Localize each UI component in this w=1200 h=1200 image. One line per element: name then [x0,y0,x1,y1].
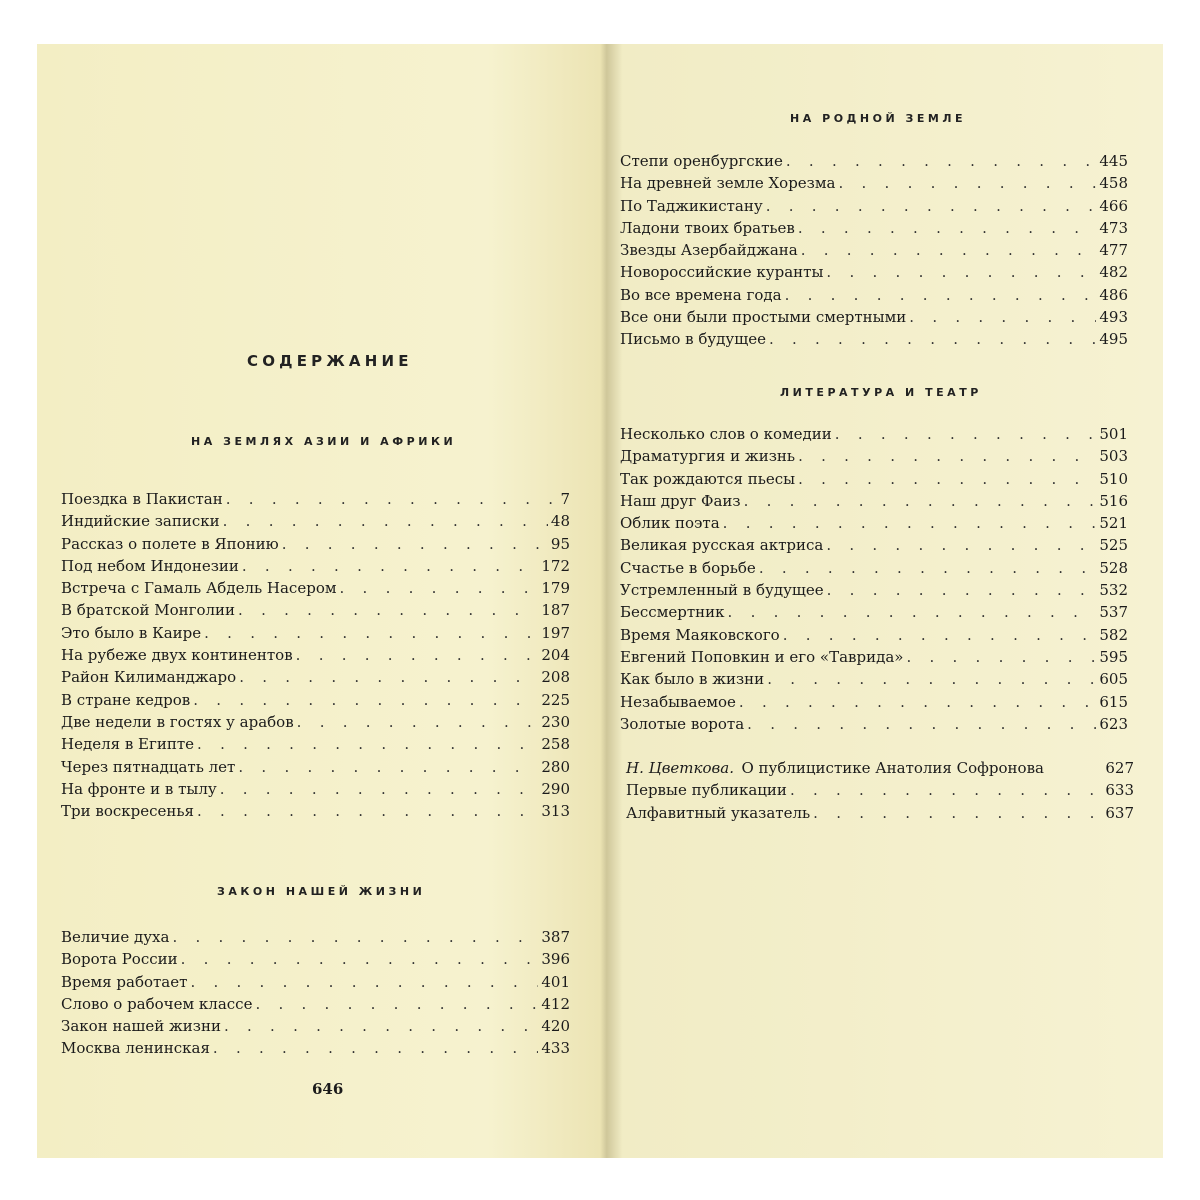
toc-entry [626,779,1134,801]
toc-entry [620,624,1128,646]
toc-entry-title: Во все времена года [620,285,782,304]
toc-entry [61,993,570,1015]
toc-entry-page-number: 486 [1099,285,1128,304]
toc-entry-title: Звезды Азербайджана [620,241,798,260]
toc-entry-leader-dots [790,779,1102,801]
toc-entry-leader-dots [223,510,548,532]
toc-entry-page-number: 510 [1099,469,1128,488]
toc-entry [626,757,1134,779]
toc-entry-title: Слово о рабочем классе [61,994,253,1013]
toc-entry-leader-dots [193,689,538,711]
toc-entry-title: На рубеже двух континентов [61,646,293,665]
toc-entry [620,195,1128,217]
toc-entry-page-number: 313 [541,802,570,821]
section-heading-literature-theatre: ЛИТЕРАТУРА И ТЕАТР [780,386,982,399]
toc-entry [61,599,570,621]
toc-entry-page-number: 582 [1099,625,1128,644]
toc-entry-leader-dots [767,668,1096,690]
right-page [610,44,1163,1158]
contents-title: СОДЕРЖАНИЕ [247,352,413,370]
toc-list-appendix [626,757,1134,824]
toc-entry [61,533,570,555]
toc-entry-page-number: 595 [1099,647,1128,666]
toc-entry-leader-dots [909,306,1096,328]
toc-entry-page-number: 204 [541,646,570,665]
toc-entry-leader-dots [297,711,539,733]
toc-entry [620,423,1128,445]
toc-entry [61,778,570,800]
toc-entry-title: Евгений Поповкин и его «Таврида» [620,647,904,666]
toc-entry [61,689,570,711]
toc-entry-title: Это было в Каире [61,623,202,642]
toc-entry [620,468,1128,490]
toc-entry-title: Индийские записки [61,512,220,531]
toc-entry-page-number: 280 [541,757,570,776]
toc-entry-leader-dots [906,646,1096,668]
toc-entry-leader-dots [181,948,539,970]
toc-entry-leader-dots [798,445,1096,467]
toc-entry [61,733,570,755]
toc-entry-leader-dots [242,555,538,577]
toc-entry [61,926,570,948]
toc-entry-leader-dots [838,172,1096,194]
toc-entry-title: Счастье в борьбе [620,558,756,577]
toc-entry-page-number: 172 [541,556,570,575]
toc-entry-page-number: 503 [1099,447,1128,466]
toc-entry-title: Устремленный в будущее [620,581,824,600]
toc-entry-leader-dots [224,1015,538,1037]
toc-entry [620,217,1128,239]
toc-entry-title: Наш друг Фаиз [620,491,741,510]
toc-entry-title: Ладони твоих братьев [620,218,795,237]
toc-entry-leader-dots [296,644,539,666]
toc-entry-leader-dots [827,579,1097,601]
toc-entry [61,948,570,970]
toc-entry-page-number: 258 [541,735,570,754]
toc-entry [61,800,570,822]
toc-entry-leader-dots [190,971,538,993]
toc-entry-leader-dots [197,733,538,755]
toc-entry-page-number: 495 [1099,330,1128,349]
toc-entry-leader-dots [798,468,1096,490]
toc-entry-leader-dots [759,557,1097,579]
toc-entry [620,284,1128,306]
toc-entry-title: Москва ленинская [61,1039,210,1058]
toc-entry-title: О публицистике Анатолия Софронова [741,759,1044,777]
toc-entry [620,691,1128,713]
toc-entry-page-number: 623 [1099,714,1128,733]
toc-entry-title: На фронте и в тылу [61,779,217,798]
left-page [37,44,602,1158]
toc-entry-page-number: 7 [560,490,570,508]
toc-entry-title: Величие духа [61,928,170,946]
toc-entry-title: Письмо в будущее [620,330,766,349]
toc-entry-title: Две недели в гостях у арабов [61,712,294,731]
toc-entry [620,534,1128,556]
toc-entry [61,622,570,644]
toc-entry-leader-dots [786,150,1096,172]
toc-entry-page-number: 225 [541,690,570,709]
toc-entry [61,644,570,666]
toc-entry-page-number: 637 [1105,803,1134,822]
toc-entry-leader-dots [813,802,1102,824]
toc-entry-page-number: 290 [541,779,570,798]
toc-entry-page-number: 605 [1099,670,1128,689]
toc-entry [620,668,1128,690]
toc-entry-page-number: 627 [1105,759,1134,777]
toc-entry-leader-dots [204,622,538,644]
toc-list-literature-theatre [620,423,1128,735]
toc-entry-leader-dots [255,993,538,1015]
toc-entry-leader-dots [723,512,1097,534]
toc-list-law-of-life [61,926,570,1060]
toc-entry-title: Рассказ о полете в Японию [61,534,279,553]
toc-entry-leader-dots [213,1037,538,1059]
toc-entry-title: Через пятнадцать лет [61,757,236,776]
toc-entry-title: Так рождаются пьесы [620,469,796,488]
toc-entry [620,512,1128,534]
toc-entry-leader-dots [798,217,1097,239]
toc-entry [61,555,570,577]
toc-entry-page-number: 501 [1099,425,1128,443]
toc-entry-leader-dots [172,926,538,948]
toc-entry-leader-dots [197,800,538,822]
toc-entry-page-number: 466 [1099,196,1128,215]
toc-entry-title: В братской Монголии [61,601,236,620]
toc-entry [61,711,570,733]
toc-entry [626,802,1134,824]
toc-entry-leader-dots [783,624,1097,646]
toc-entry-page-number: 187 [541,601,570,620]
toc-entry-leader-dots [744,490,1097,512]
toc-entry-page-number: 433 [541,1039,570,1058]
toc-entry-title: По Таджикистану [620,196,763,215]
toc-entry-title: На древней земле Хорезма [620,174,836,193]
toc-entry [620,445,1128,467]
toc-entry-title: Три воскресенья [61,802,195,821]
toc-entry-page-number: 412 [541,994,570,1013]
toc-entry-leader-dots [766,195,1097,217]
toc-entry-page-number: 532 [1099,581,1128,600]
toc-entry-title: Закон нашей жизни [61,1017,221,1036]
toc-entry-leader-dots [238,599,538,621]
toc-entry-leader-dots [769,328,1096,350]
toc-entry-title: Великая русская актриса [620,536,824,555]
toc-entry-leader-dots [226,488,558,510]
toc-entry-title: Алфавитный указатель [626,803,811,822]
toc-entry-title: Драматургия и жизнь [620,447,796,466]
toc-entry [61,666,570,688]
toc-entry [620,646,1128,668]
toc-entry-title: В стране кедров [61,690,191,709]
toc-list-native-land [620,150,1128,351]
toc-entry [620,601,1128,623]
toc-entry-page-number: 179 [541,579,570,598]
toc-entry-leader-dots [282,533,548,555]
toc-entry-page-number: 493 [1099,308,1128,327]
toc-entry [620,150,1128,172]
toc-entry-leader-dots [739,691,1096,713]
toc-entry-leader-dots [239,666,538,688]
toc-entry-page-number: 521 [1099,514,1128,533]
toc-entry [620,713,1128,735]
toc-entry-title: Встреча с Гамаль Абдель Насером [61,579,337,598]
toc-entry-page-number: 48 [550,512,570,531]
toc-entry-title: Золотые ворота [620,714,745,733]
toc-entry-page-number: 615 [1099,692,1128,711]
toc-entry-title: Несколько слов о комедии [620,425,832,443]
toc-entry-leader-dots [785,284,1097,306]
toc-entry-title: Как было в жизни [620,670,765,689]
toc-entry-page-number: 396 [541,950,570,969]
book-spread [37,44,1163,1158]
toc-entry-leader-dots [747,713,1096,735]
toc-entry-page-number: 537 [1099,603,1128,622]
toc-entry-page-number: 528 [1099,558,1128,577]
toc-entry-leader-dots [801,239,1097,261]
toc-entry [620,328,1128,350]
toc-entry-leader-dots [826,534,1096,556]
toc-entry [61,1037,570,1059]
toc-entry-page-number: 525 [1099,536,1128,555]
section-heading-asia-africa: НА ЗЕМЛЯХ АЗИИ И АФРИКИ [191,435,457,448]
toc-entry-title: Ворота России [61,950,178,969]
toc-entry [620,239,1128,261]
toc-entry-leader-dots [220,778,539,800]
toc-entry-author: Н. Цветкова. [626,759,734,777]
toc-entry-title: Бессмертник [620,603,725,622]
toc-entry-page-number: 477 [1099,241,1128,260]
toc-entry-title: Все они были простыми смертными [620,308,907,327]
page-number: 646 [312,1080,344,1098]
toc-entry [620,490,1128,512]
toc-entry-title: Район Килиманджаро [61,668,237,687]
toc-entry [61,1015,570,1037]
toc-entry-page-number: 633 [1105,781,1134,800]
toc-entry-page-number: 458 [1099,174,1128,193]
toc-entry-page-number: 445 [1099,152,1128,170]
toc-entry [61,510,570,532]
toc-list-asia-africa [61,488,570,822]
toc-entry-title: Неделя в Египте [61,735,195,754]
toc-entry-title: Время работает [61,972,188,991]
toc-entry-page-number: 473 [1099,218,1128,237]
toc-entry-title: Время Маяковского [620,625,780,644]
toc-entry-page-number: 516 [1099,491,1128,510]
toc-entry-page-number: 197 [541,623,570,642]
toc-entry-leader-dots [826,261,1096,283]
toc-entry [61,577,570,599]
toc-entry [620,306,1128,328]
toc-entry-leader-dots [835,423,1097,445]
section-heading-law-of-life: ЗАКОН НАШЕЙ ЖИЗНИ [217,885,426,898]
toc-entry-title: Облик поэта [620,514,720,533]
toc-entry-title: Поездка в Пакистан [61,490,223,508]
toc-entry-page-number: 387 [541,928,570,946]
toc-entry-title: Новороссийские куранты [620,263,824,282]
toc-entry-title: Незабываемое [620,692,736,711]
toc-entry [620,261,1128,283]
toc-entry [61,756,570,778]
toc-entry-leader-dots [340,577,539,599]
toc-entry-page-number: 401 [541,972,570,991]
section-heading-native-land: НА РОДНОЙ ЗЕМЛЕ [790,112,967,125]
toc-entry-title: Первые публикации [626,781,787,800]
toc-entry-leader-dots [728,601,1097,623]
toc-entry-title: Степи оренбургские [620,152,783,170]
toc-entry-page-number: 230 [541,712,570,731]
toc-entry-page-number: 482 [1099,263,1128,282]
toc-entry [620,172,1128,194]
toc-entry [61,971,570,993]
toc-entry-page-number: 208 [541,668,570,687]
toc-entry [620,557,1128,579]
toc-entry-page-number: 420 [541,1017,570,1036]
toc-entry-title: Под небом Индонезии [61,556,239,575]
toc-entry-leader-dots [238,756,538,778]
toc-entry [620,579,1128,601]
toc-entry [61,488,570,510]
toc-entry-page-number: 95 [550,534,570,553]
